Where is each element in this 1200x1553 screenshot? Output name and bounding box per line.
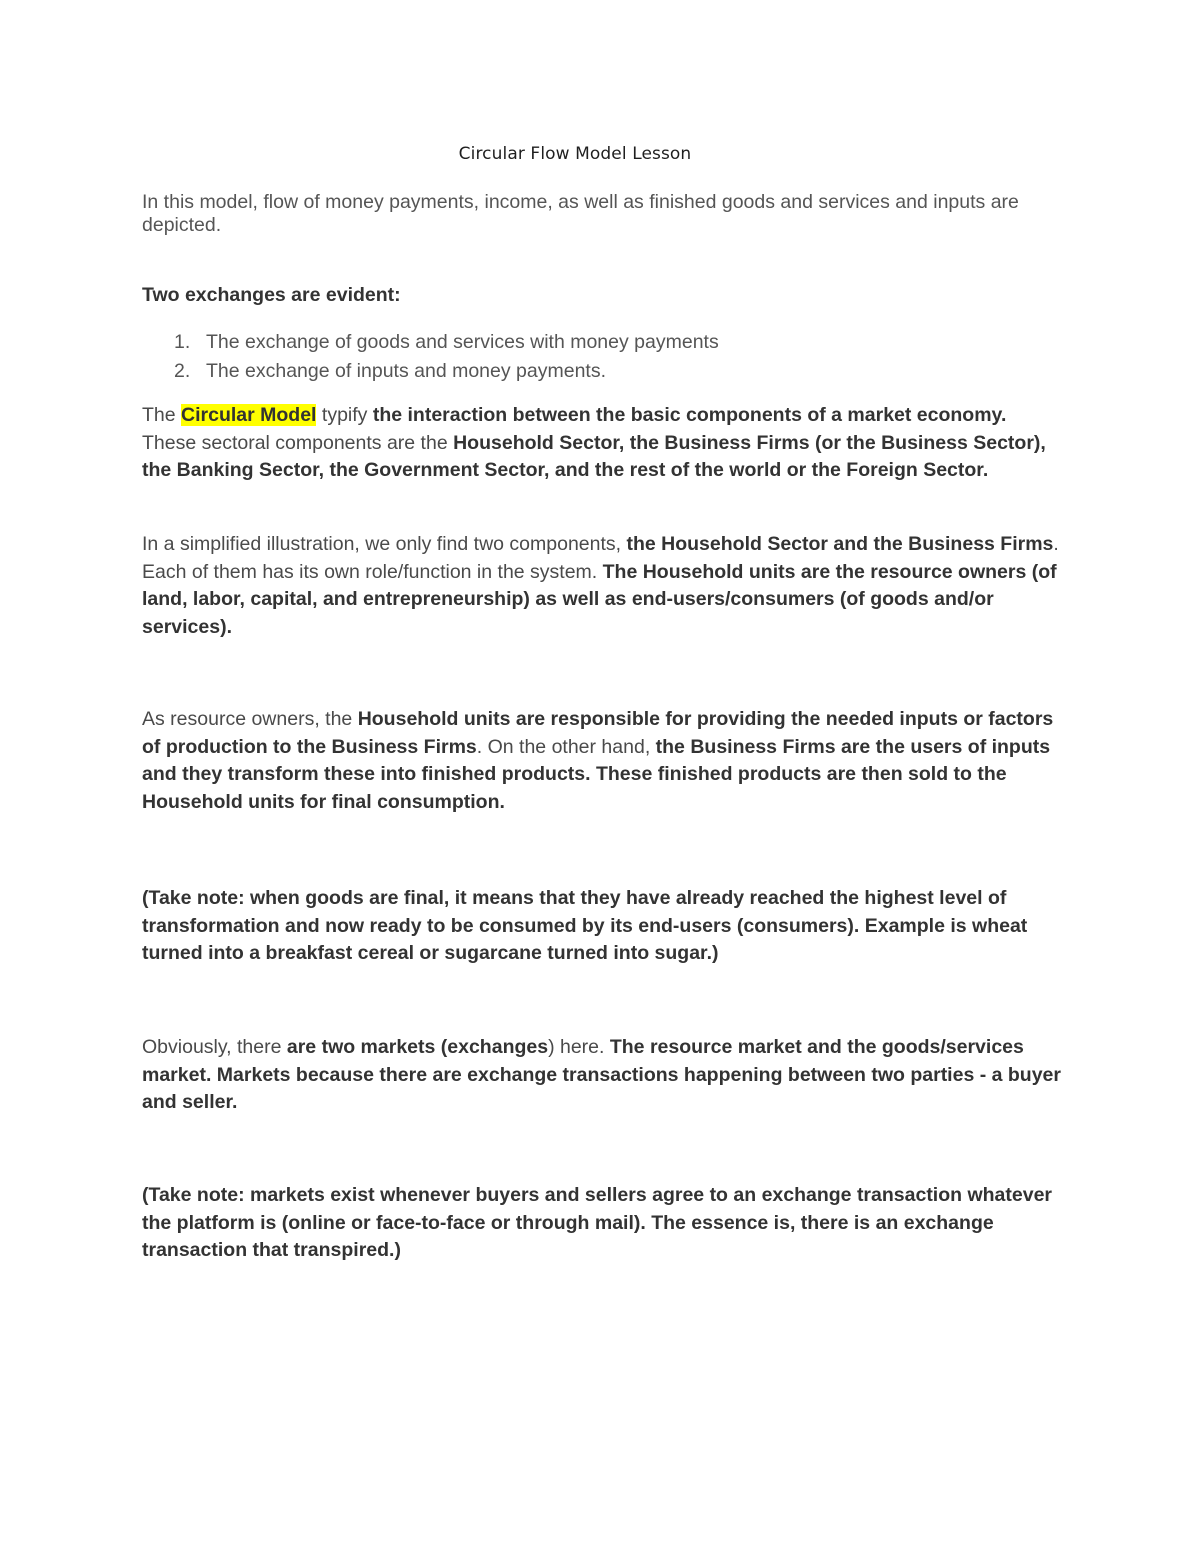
list-number: 2. — [174, 359, 191, 382]
list-number: 1. — [174, 331, 191, 353]
exchanges-list — [142, 330, 719, 387]
text-run: ) here. — [548, 1036, 610, 1058]
bold-run: the Business Firms are the users of inputs and they transform these into finished products. These finished products are then sold to the Household units for final consumption. — [142, 735, 1051, 813]
list-item-text: The exchange of goods and services with money payments — [206, 331, 719, 353]
section-heading: Two exchanges are evident: — [142, 284, 401, 306]
text-run: The — [142, 404, 182, 426]
two-markets-paragraph — [142, 1034, 1062, 1117]
bold-run: the interaction between the basic components of a market economy. — [372, 404, 1007, 426]
list-item — [142, 359, 719, 388]
text-run: typify — [316, 404, 373, 426]
bold-run: Household units are responsible for providing the needed inputs or factors of production to the Business Firms — [142, 708, 1054, 758]
bold-run: The Household units are the resource owners (of land, labor, capital, and entrepreneurship) as well as end-users/consumers (of goods and/or services). — [142, 560, 1057, 638]
list-item-text: The exchange of inputs and money payments. — [206, 359, 606, 382]
list-item — [142, 330, 719, 359]
text-run: Obviously, there — [142, 1036, 287, 1058]
bold-run: The resource market and the goods/services market. Markets because there are exchange transactions happening between two parties - a buyer and seller. — [142, 1036, 1061, 1113]
simplified-illustration-paragraph — [142, 531, 1062, 641]
page-title: Circular Flow Model Lesson — [458, 144, 692, 164]
bold-run: Household Sector, the Business Firms (or the Business Sector), the Banking Sector, the Government Sector, and the rest of the world or the Foreign Sector. — [142, 431, 1046, 481]
highlighted-term: Circular Model — [181, 404, 317, 426]
circular-model-paragraph — [142, 402, 1062, 485]
text-run: . On the other hand, — [476, 735, 656, 758]
text-run: These sectoral components are the — [142, 431, 454, 454]
final-goods-note: (Take note: when goods are final, it means that they have already reached the highest level of transformation and now ready to be consumed by its end-users (consumers). Example is wheat turned into a breakfast cereal or sugarcane turned into sugar.) — [142, 887, 1028, 964]
markets-note: (Take note: markets exist whenever buyers and sellers agree to an exchange transaction whatever the platform is (online or face-to-face or through mail). The essence is, there is an exchange transaction that transpired.) — [142, 1184, 1053, 1261]
text-run: As resource owners, the — [142, 708, 358, 730]
bold-run: are two markets (exchanges — [286, 1036, 549, 1058]
bold-run: the Household Sector and the Business Firms — [626, 533, 1054, 555]
resource-owners-paragraph — [142, 706, 1062, 816]
text-run: . Each of them has its own role/function in the system. — [142, 533, 1059, 583]
text-run: In a simplified illustration, we only find two components, — [142, 533, 627, 555]
intro-paragraph: In this model, flow of money payments, income, as well as finished goods and services and inputs are depicted. — [142, 191, 1019, 236]
